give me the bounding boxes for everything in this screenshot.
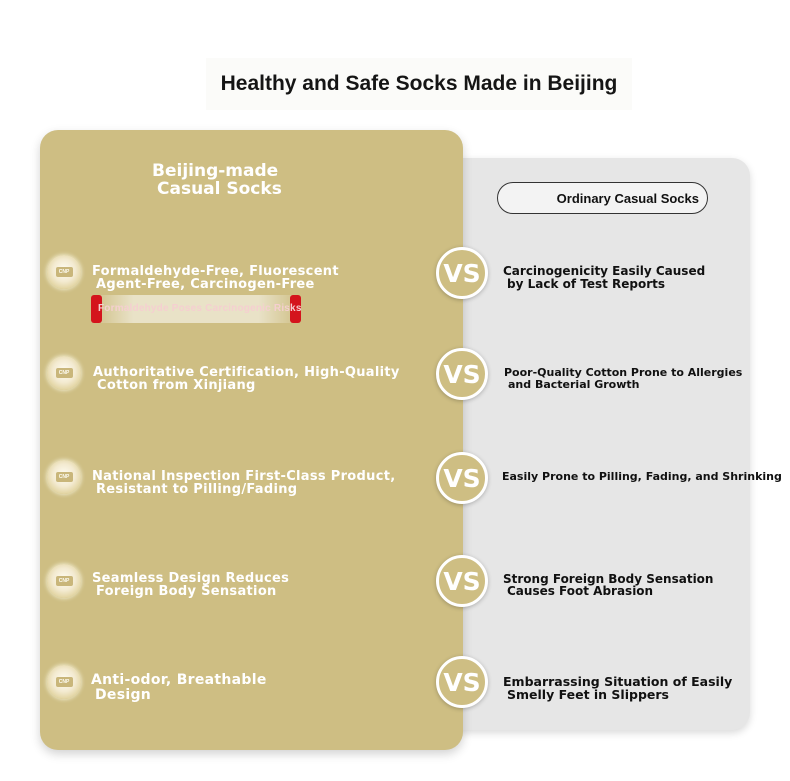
risk-warning-banner xyxy=(91,295,301,323)
vs-badge: VS xyxy=(436,348,488,400)
quality-badge-icon xyxy=(47,356,81,390)
comparison-item xyxy=(502,471,782,483)
badge-label: CNP xyxy=(56,576,73,586)
feature-line-2: Agent-Free, Carcinogen-Free xyxy=(96,277,315,292)
comparison-line-1: Strong Foreign Body Sensation xyxy=(503,572,714,586)
page-title: Healthy and Safe Socks Made in Beijing xyxy=(206,58,632,110)
comparison-item xyxy=(503,573,713,597)
feature-line-2: Design xyxy=(95,687,152,703)
comparison-item xyxy=(503,265,705,291)
feature-line-1: Formaldehyde-Free, Fluorescent xyxy=(92,264,339,279)
feature-item xyxy=(92,265,339,291)
comparison-line-1: Poor-Quality Cotton Prone to Allergies xyxy=(504,366,743,379)
vs-badge: VS xyxy=(436,452,488,504)
vs-badge: VS xyxy=(436,555,488,607)
ordinary-socks-heading: Ordinary Casual Socks xyxy=(497,182,708,214)
feature-item xyxy=(92,572,289,598)
quality-badge-icon xyxy=(47,460,81,494)
feature-item xyxy=(91,673,267,703)
feature-line-1: Authoritative Certification, High-Quality xyxy=(93,365,400,380)
heading-line-2: Casual Socks xyxy=(157,179,282,199)
feature-line-2: Cotton from Xinjiang xyxy=(97,378,256,393)
risk-warning-text: Formaldehyde Poses Carcinogenic Risks xyxy=(98,303,302,314)
feature-line-1: National Inspection First-Class Product, xyxy=(92,469,396,484)
feature-line-2: Resistant to Pilling/Fading xyxy=(96,482,298,497)
comparison-line-2: Causes Foot Abrasion xyxy=(507,584,654,598)
beijing-socks-heading xyxy=(148,162,344,208)
comparison-line-1: Carcinogenicity Easily Caused xyxy=(503,264,706,278)
ordinary-socks-panel xyxy=(440,158,750,730)
comparison-line-1: Easily Prone to Pilling, Fading, and Shrinking xyxy=(502,470,782,483)
quality-badge-icon xyxy=(47,564,81,598)
beijing-socks-panel xyxy=(40,130,463,750)
quality-badge-icon xyxy=(47,665,81,699)
badge-label: CNP xyxy=(56,677,73,687)
feature-item xyxy=(92,470,395,496)
comparison-line-2: by Lack of Test Reports xyxy=(507,277,666,291)
comparison-item xyxy=(504,367,742,391)
comparison-line-1: Embarrassing Situation of Easily xyxy=(503,674,733,689)
feature-line-1: Anti-odor, Breathable xyxy=(91,672,267,688)
vs-badge: VS xyxy=(436,247,488,299)
badge-label: CNP xyxy=(56,368,73,378)
feature-line-2: Foreign Body Sensation xyxy=(96,584,277,599)
badge-label: CNP xyxy=(56,267,73,277)
comparison-item xyxy=(503,675,732,701)
feature-line-1: Seamless Design Reduces xyxy=(92,571,290,586)
vs-badge: VS xyxy=(436,656,488,708)
feature-item xyxy=(93,366,400,392)
heading-line-1: Beijing-made xyxy=(152,161,279,181)
badge-label: CNP xyxy=(56,472,73,482)
comparison-line-2: Smelly Feet in Slippers xyxy=(507,687,669,702)
quality-badge-icon xyxy=(47,255,81,289)
comparison-line-2: and Bacterial Growth xyxy=(508,378,640,391)
